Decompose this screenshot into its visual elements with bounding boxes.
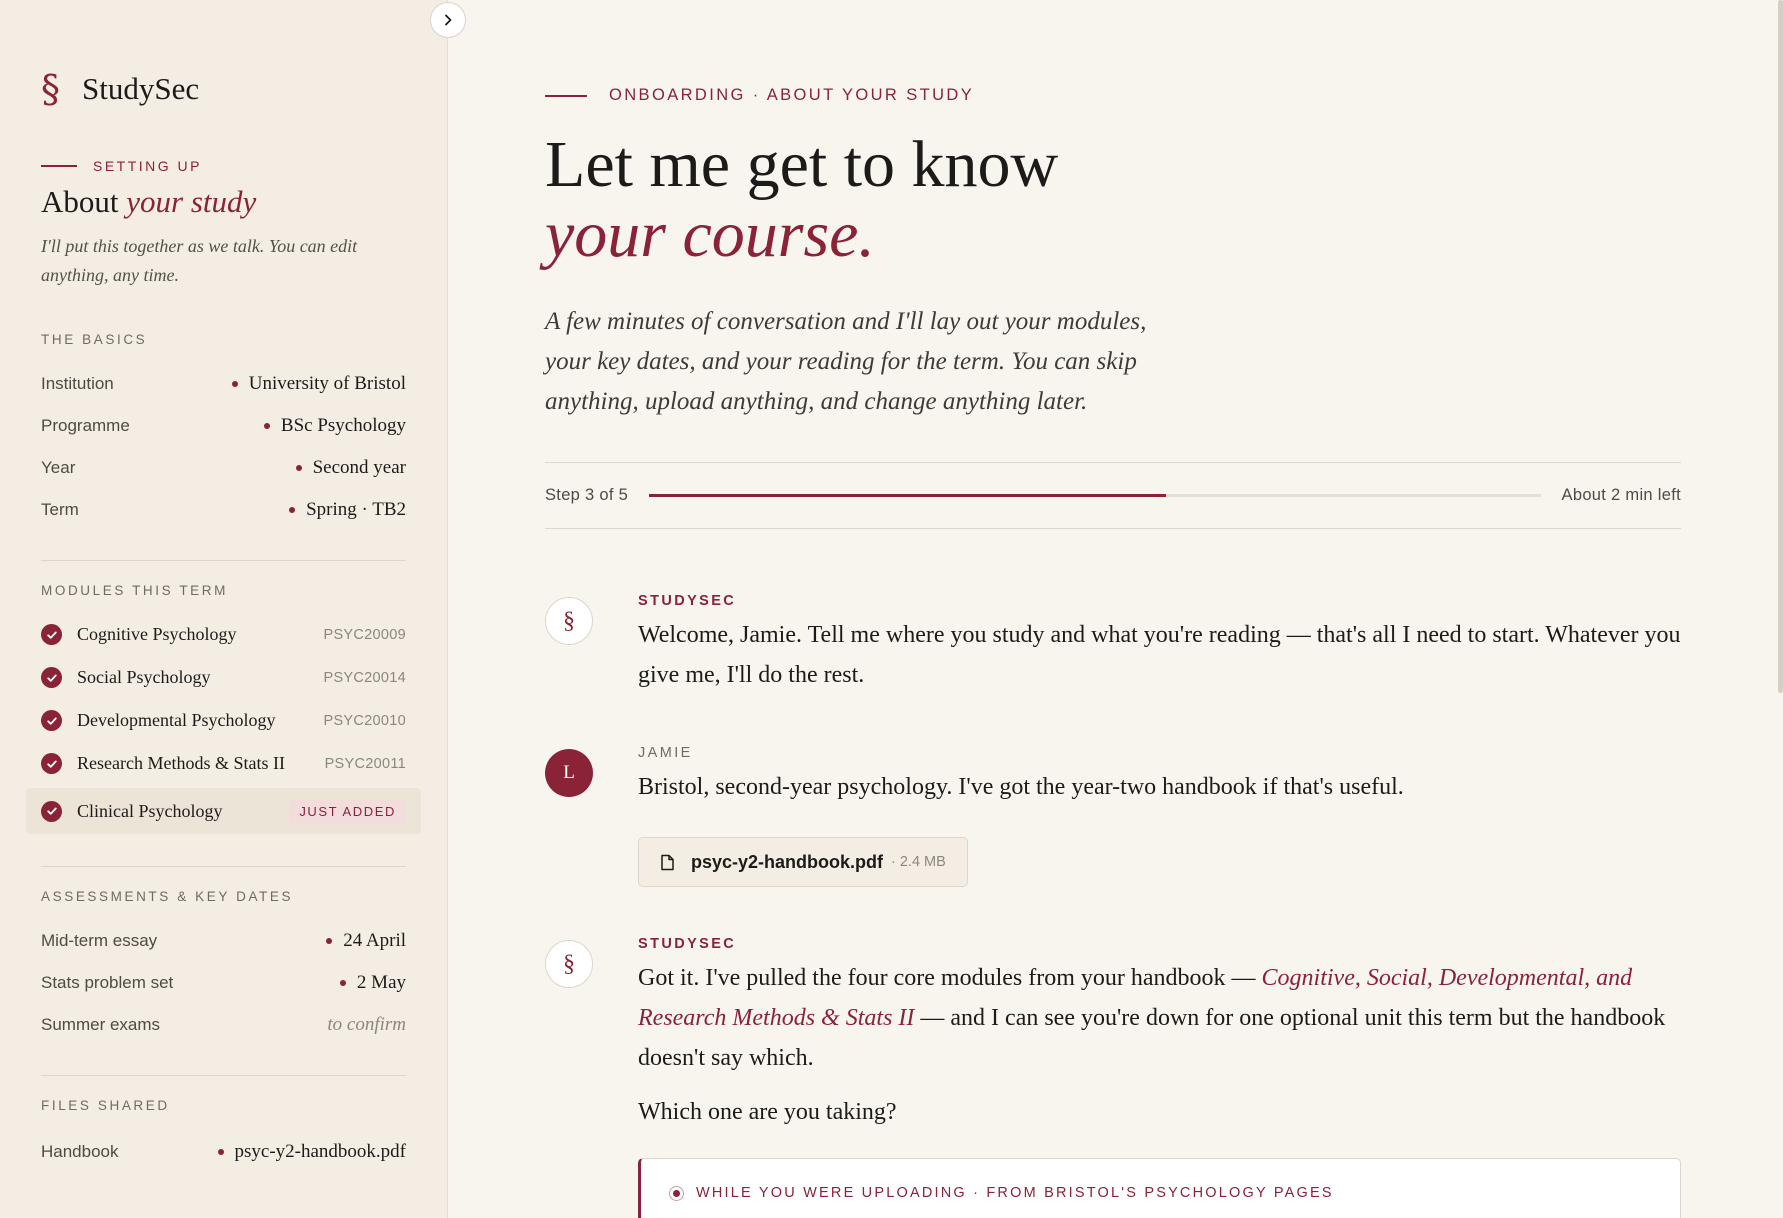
file-value-text: psyc-y2-handbook.pdf (234, 1141, 406, 1162)
sidebar-divider (41, 560, 406, 561)
basics-value-text: Spring · TB2 (306, 499, 406, 520)
attachment-name: psyc-y2-handbook.pdf (691, 851, 884, 872)
basics-value (232, 373, 406, 395)
basics-key: Term (41, 500, 79, 519)
file-key: Handbook (41, 1142, 119, 1161)
progress-bar (545, 462, 1681, 529)
just-added-badge: JUST ADDED (289, 800, 406, 823)
assessment-date: 24 April (343, 930, 406, 951)
radio-dot-icon (669, 1186, 684, 1201)
sidebar-kicker-text: SETTING UP (93, 158, 203, 174)
modules-list (41, 613, 406, 834)
page-lede: A few minutes of conversation and I'll lay out your modules, your key dates, and your reading for the term. You can skip anything, upload anything, and change anything later. (545, 308, 1147, 415)
basics-value (264, 415, 406, 437)
kicker-rule (545, 95, 587, 97)
message-question: Which one are you taking? (638, 1099, 897, 1125)
note-header-text: WHILE YOU WERE UPLOADING · FROM BRISTOL'S PSYCHOLOGY PAGES (696, 1185, 1334, 1201)
assessment-key: Summer exams (41, 1015, 161, 1034)
sidebar-title (41, 184, 256, 220)
basics-label: THE BASICS (41, 332, 148, 347)
step-label: Step 3 of 5 (545, 486, 629, 504)
basics-list (41, 363, 406, 531)
message-text: Bristol, second-year psychology. I've got the year-two handbook if that's useful. (638, 774, 1404, 800)
basics-key: Programme (41, 416, 130, 435)
source-note-card[interactable] (638, 1158, 1681, 1218)
module-row[interactable] (41, 656, 406, 699)
progress-fill (649, 494, 1166, 497)
progress-track (649, 494, 1540, 497)
module-code: PSYC20010 (323, 712, 406, 729)
basics-row-programme[interactable] (41, 405, 406, 447)
sidebar-kicker (41, 158, 202, 174)
basics-value-text: Second year (312, 457, 406, 478)
modules-label: MODULES THIS TERM (41, 583, 228, 598)
check-icon (41, 801, 62, 822)
sidebar-subtitle: I'll put this together as we talk. You can edit anything, any time. (41, 236, 358, 285)
basics-row-institution[interactable] (41, 363, 406, 405)
sidebar-divider (41, 866, 406, 867)
module-name: Social Psychology (77, 667, 211, 687)
message-text-before: Got it. I've pulled the four core modules from your handbook — (638, 965, 1262, 991)
basics-key: Year (41, 458, 76, 477)
assessment-value (326, 930, 406, 952)
basics-row-term[interactable] (41, 489, 406, 531)
message-sender: STUDYSEC (638, 593, 737, 609)
status-dot (340, 980, 346, 986)
basics-row-year[interactable] (41, 447, 406, 489)
assessment-row[interactable] (41, 920, 406, 962)
check-icon (41, 753, 62, 774)
status-dot (232, 381, 238, 387)
user-avatar: L (545, 749, 593, 797)
time-left: About 2 min left (1561, 486, 1681, 504)
message-text-after: — and I can see you're down for one optional unit this term but the handbook doesn't say which. (638, 1005, 1666, 1071)
assessments-section (41, 889, 406, 1046)
message-sender: STUDYSEC (638, 936, 737, 952)
status-dot (326, 938, 332, 944)
assessments-label: ASSESSMENTS & KEY DATES (41, 889, 294, 904)
module-row[interactable] (41, 699, 406, 742)
assessment-row[interactable] (41, 1004, 406, 1046)
basics-value-text: BSc Psychology (280, 415, 406, 436)
page-title (545, 130, 1058, 270)
module-code: PSYC20009 (323, 626, 406, 643)
assessments-list (41, 920, 406, 1046)
bot-avatar: § (545, 940, 593, 988)
files-section (41, 1098, 406, 1173)
message-body (638, 936, 1681, 1201)
message-body (638, 745, 1681, 887)
assessment-date: 2 May (356, 972, 406, 993)
module-row[interactable] (41, 613, 406, 656)
check-icon (41, 667, 62, 688)
basics-section (41, 332, 406, 531)
page-title-line2: your course. (545, 198, 875, 271)
message-sender: JAMIE (638, 745, 693, 761)
assessment-row[interactable] (41, 962, 406, 1004)
sidebar-title-emphasis: your study (126, 184, 257, 219)
file-icon (660, 854, 675, 871)
file-value (218, 1141, 407, 1163)
sidebar (0, 0, 448, 1218)
assessment-value (340, 972, 406, 994)
module-row[interactable] (41, 742, 406, 785)
sidebar-title-plain: About (41, 184, 119, 219)
message-text: Welcome, Jamie. Tell me where you study and what you're reading — that's all I need to start. Whatever you give me, I'll do the rest. (638, 622, 1681, 688)
chevron-right-icon (441, 13, 455, 27)
main-kicker-text: ONBOARDING · ABOUT YOUR STUDY (609, 86, 975, 104)
main-kicker (545, 86, 974, 105)
kicker-rule (41, 165, 77, 167)
bot-avatar: § (545, 597, 593, 645)
brand-name: StudySec (82, 71, 200, 106)
attachment-size: · 2.4 MB (891, 854, 946, 870)
module-name: Research Methods & Stats II (77, 753, 285, 773)
message-text (638, 958, 1681, 1078)
check-icon (41, 624, 62, 645)
status-dot (296, 465, 302, 471)
module-name: Cognitive Psychology (77, 624, 237, 644)
status-dot (264, 423, 270, 429)
module-name: Clinical Psychology (77, 800, 223, 821)
collapse-sidebar-button[interactable] (430, 2, 466, 38)
assessment-key: Stats problem set (41, 973, 174, 992)
module-code: PSYC20014 (323, 669, 406, 686)
message-text-modules: Cognitive, Social, Developmental, and Research Methods & Stats II (638, 965, 1633, 1031)
note-header (669, 1185, 1334, 1201)
modules-section (41, 583, 406, 834)
files-list (41, 1131, 406, 1173)
files-label: FILES SHARED (41, 1098, 170, 1113)
message-body (638, 593, 1681, 695)
file-attachment-chip[interactable] (638, 837, 968, 887)
brand-logo-icon: § (41, 67, 60, 111)
assessment-value-pending: to confirm (327, 1014, 406, 1035)
module-code: PSYC20011 (324, 755, 406, 772)
basics-value (296, 457, 406, 479)
brand[interactable] (41, 67, 200, 111)
module-name: Developmental Psychology (77, 710, 276, 730)
check-icon (41, 710, 62, 731)
status-dot (218, 1149, 224, 1155)
basics-value (289, 499, 406, 521)
page-title-line1: Let me get to know (545, 128, 1059, 201)
basics-key: Institution (41, 374, 114, 393)
status-dot (289, 507, 295, 513)
module-row-new[interactable] (26, 788, 421, 834)
file-row[interactable] (41, 1131, 406, 1173)
page-scrollbar[interactable] (1778, 0, 1783, 693)
assessment-key: Mid-term essay (41, 931, 158, 950)
sidebar-divider (41, 1075, 406, 1076)
basics-value-text: University of Bristol (248, 373, 406, 394)
